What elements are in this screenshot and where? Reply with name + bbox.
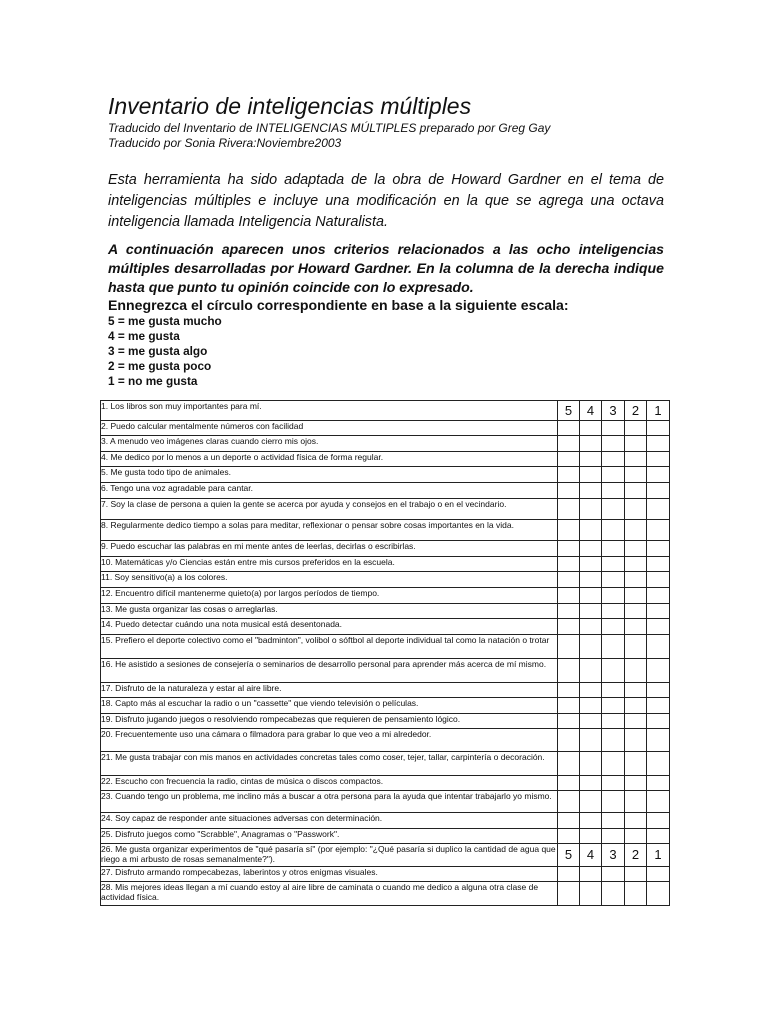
score-cell-4[interactable] <box>580 683 602 698</box>
score-cell-5[interactable] <box>558 752 580 776</box>
score-cell-4[interactable]: 4 <box>580 844 602 867</box>
score-cell-1[interactable] <box>647 483 670 499</box>
question-row <box>101 588 670 604</box>
score-cell-1[interactable] <box>647 588 670 604</box>
score-cell-2[interactable] <box>625 483 647 499</box>
question-text: 10. Matemáticas y/o Ciencias están entre mis cursos preferidos en la escuela. <box>101 557 558 572</box>
score-cell-5[interactable] <box>558 499 580 520</box>
question-row <box>101 483 670 499</box>
score-cell-2[interactable] <box>625 813 647 829</box>
score-cell-2[interactable] <box>625 659 647 683</box>
score-cell-5[interactable] <box>558 714 580 729</box>
score-cell-5[interactable] <box>558 541 580 557</box>
question-text: 9. Puedo escuchar las palabras en mi mente antes de leerlas, decirlas o escribirlas. <box>101 541 558 557</box>
score-cell-5[interactable] <box>558 436 580 452</box>
score-cell-4[interactable] <box>580 776 602 791</box>
score-cell-4[interactable] <box>580 829 602 844</box>
score-cell-2[interactable] <box>625 467 647 483</box>
score-cell-4[interactable] <box>580 483 602 499</box>
score-cell-5[interactable] <box>558 698 580 714</box>
question-text: 21. Me gusta trabajar con mis manos en actividades concretas tales como coser, tejer, tallar, carpintería o decoración. <box>101 752 558 776</box>
scale-list <box>108 314 222 389</box>
score-cell-4[interactable] <box>580 452 602 467</box>
scale-item-4: 4 = me gusta <box>108 329 180 343</box>
score-cell-5[interactable] <box>558 829 580 844</box>
score-cell-4[interactable] <box>580 499 602 520</box>
question-row <box>101 659 670 683</box>
score-cell-1[interactable] <box>647 520 670 541</box>
question-row <box>101 752 670 776</box>
question-text: 23. Cuando tengo un problema, me inclino más a buscar a otra persona para la ayuda que intentar trabajarlo yo mismo. <box>101 791 558 813</box>
score-cell-3[interactable] <box>602 867 625 882</box>
score-cell-1[interactable]: 1 <box>647 844 670 867</box>
instructions-paragraph: A continuación aparecen unos criterios relacionados a las ocho inteligencias múltiples desarrolladas por Howard Gardner. En la columna de la derecha indique hasta que punto tu opinión coincide con lo expresado. <box>108 241 664 295</box>
score-cell-1[interactable] <box>647 467 670 483</box>
score-cell-2[interactable] <box>625 588 647 604</box>
score-cell-1[interactable] <box>647 791 670 813</box>
score-cell-4[interactable] <box>580 867 602 882</box>
score-cell-3[interactable] <box>602 619 625 635</box>
score-cell-1[interactable] <box>647 619 670 635</box>
score-cell-3[interactable] <box>602 520 625 541</box>
score-cell-4[interactable] <box>580 729 602 752</box>
score-cell-5[interactable] <box>558 588 580 604</box>
question-row <box>101 572 670 588</box>
score-cell-1[interactable] <box>647 698 670 714</box>
score-cell-3[interactable] <box>602 829 625 844</box>
score-cell-1[interactable]: 1 <box>647 401 670 421</box>
score-cell-3[interactable] <box>602 604 625 619</box>
score-cell-2[interactable] <box>625 541 647 557</box>
score-cell-1[interactable] <box>647 557 670 572</box>
score-cell-1[interactable] <box>647 813 670 829</box>
score-cell-3[interactable] <box>602 452 625 467</box>
question-text: 11. Soy sensitivo(a) a los colores. <box>101 572 558 588</box>
score-cell-2[interactable] <box>625 452 647 467</box>
score-cell-4[interactable] <box>580 752 602 776</box>
score-cell-4[interactable] <box>580 813 602 829</box>
score-cell-3[interactable] <box>602 436 625 452</box>
score-cell-3[interactable] <box>602 467 625 483</box>
score-cell-1[interactable] <box>647 776 670 791</box>
score-cell-1[interactable] <box>647 867 670 882</box>
question-text: 22. Escucho con frecuencia la radio, cintas de música o discos compactos. <box>101 776 558 791</box>
score-cell-1[interactable] <box>647 729 670 752</box>
score-cell-5[interactable]: 5 <box>558 844 580 867</box>
score-cell-4[interactable] <box>580 714 602 729</box>
score-cell-5[interactable] <box>558 452 580 467</box>
score-cell-4[interactable] <box>580 436 602 452</box>
question-row <box>101 467 670 483</box>
score-cell-5[interactable] <box>558 729 580 752</box>
score-cell-1[interactable] <box>647 659 670 683</box>
score-cell-2[interactable] <box>625 436 647 452</box>
subtitle-translator: Traducido por Sonia Rivera:Noviembre2003 <box>108 136 342 150</box>
score-cell-2[interactable] <box>625 572 647 588</box>
question-row <box>101 844 670 867</box>
score-cell-4[interactable] <box>580 619 602 635</box>
question-text: 18. Capto más al escuchar la radio o un "cassette" que viendo televisión o películas. <box>101 698 558 714</box>
question-row <box>101 520 670 541</box>
score-cell-2[interactable] <box>625 683 647 698</box>
score-cell-4[interactable] <box>580 604 602 619</box>
question-text: 28. Mis mejores ideas llegan a mí cuando estoy al aire libre de caminata o cuando me dedico a alguna otra clase de actividad física. <box>101 882 558 906</box>
score-cell-2[interactable] <box>625 791 647 813</box>
question-text: 24. Soy capaz de responder ante situaciones adversas con determinación. <box>101 813 558 829</box>
score-cell-2[interactable] <box>625 729 647 752</box>
question-text: 4. Me dedico por lo menos a un deporte o actividad física de forma regular. <box>101 452 558 467</box>
score-cell-3[interactable] <box>602 572 625 588</box>
question-row <box>101 698 670 714</box>
scale-item-5: 5 = me gusta mucho <box>108 314 222 328</box>
question-row <box>101 436 670 452</box>
score-cell-3[interactable] <box>602 483 625 499</box>
score-cell-2[interactable] <box>625 604 647 619</box>
question-text: 8. Regularmente dedico tiempo a solas para meditar, reflexionar o pensar sobre cosas importantes en la vida. <box>101 520 558 541</box>
score-cell-2[interactable] <box>625 867 647 882</box>
score-cell-1[interactable] <box>647 635 670 659</box>
scale-item-3: 3 = me gusta algo <box>108 344 208 358</box>
score-cell-3[interactable] <box>602 659 625 683</box>
score-cell-4[interactable] <box>580 698 602 714</box>
question-row <box>101 452 670 467</box>
question-row <box>101 791 670 813</box>
score-cell-2[interactable] <box>625 698 647 714</box>
score-cell-5[interactable] <box>558 635 580 659</box>
score-cell-4[interactable] <box>580 659 602 683</box>
score-cell-4[interactable] <box>580 588 602 604</box>
score-cell-5[interactable] <box>558 882 580 906</box>
score-cell-5[interactable] <box>558 619 580 635</box>
score-cell-1[interactable] <box>647 421 670 436</box>
score-cell-2[interactable] <box>625 829 647 844</box>
scale-item-2: 2 = me gusta poco <box>108 359 212 373</box>
score-cell-3[interactable]: 3 <box>602 401 625 421</box>
score-cell-3[interactable] <box>602 421 625 436</box>
score-cell-4[interactable] <box>580 635 602 659</box>
score-cell-1[interactable] <box>647 714 670 729</box>
score-cell-5[interactable] <box>558 813 580 829</box>
question-row <box>101 776 670 791</box>
score-cell-3[interactable] <box>602 776 625 791</box>
question-text: 7. Soy la clase de persona a quien la gente se acerca por ayuda y consejos en el trabajo o en el vecindario. <box>101 499 558 520</box>
score-cell-5[interactable] <box>558 483 580 499</box>
scale-item-1: 1 = no me gusta <box>108 374 198 388</box>
subtitle-translation-source: Traducido del Inventario de INTELIGENCIAS MÚLTIPLES preparado por Greg Gay <box>108 121 551 135</box>
score-cell-5[interactable] <box>558 776 580 791</box>
score-cell-3[interactable] <box>602 791 625 813</box>
question-text: 12. Encuentro difícil mantenerme quieto(a) por largos períodos de tiempo. <box>101 588 558 604</box>
question-text: 17. Disfruto de la naturaleza y estar al aire libre. <box>101 683 558 698</box>
score-cell-5[interactable] <box>558 791 580 813</box>
score-cell-4[interactable]: 4 <box>580 401 602 421</box>
score-cell-2[interactable] <box>625 421 647 436</box>
score-cell-3[interactable] <box>602 882 625 906</box>
question-row <box>101 683 670 698</box>
score-cell-5[interactable] <box>558 867 580 882</box>
score-cell-1[interactable] <box>647 436 670 452</box>
question-row <box>101 829 670 844</box>
score-cell-1[interactable] <box>647 752 670 776</box>
score-cell-1[interactable] <box>647 882 670 906</box>
score-cell-1[interactable] <box>647 452 670 467</box>
score-cell-4[interactable] <box>580 572 602 588</box>
score-cell-3[interactable] <box>602 635 625 659</box>
question-row <box>101 714 670 729</box>
score-cell-5[interactable] <box>558 659 580 683</box>
score-cell-2[interactable] <box>625 882 647 906</box>
score-cell-2[interactable] <box>625 557 647 572</box>
score-cell-1[interactable] <box>647 499 670 520</box>
question-text: 1. Los libros son muy importantes para mí. <box>101 401 558 421</box>
score-cell-2[interactable] <box>625 752 647 776</box>
score-cell-3[interactable] <box>602 557 625 572</box>
score-cell-2[interactable] <box>625 635 647 659</box>
score-cell-2[interactable] <box>625 619 647 635</box>
score-cell-4[interactable] <box>580 467 602 483</box>
score-cell-1[interactable] <box>647 541 670 557</box>
score-cell-1[interactable] <box>647 683 670 698</box>
question-text: 19. Disfruto jugando juegos o resolviendo rompecabezas que requieren de pensamiento lógico. <box>101 714 558 729</box>
score-cell-2[interactable]: 2 <box>625 844 647 867</box>
question-text: 15. Prefiero el deporte colectivo como el "badminton", volibol o sóftbol al deporte individual tal como la natación o trotar <box>101 635 558 659</box>
intro-paragraph: Esta herramienta ha sido adaptada de la obra de Howard Gardner en el tema de inteligencias múltiples e incluye una modificación en la que se agrega una octava inteligencia llamada Inteligencia Naturalista. <box>108 172 664 230</box>
score-cell-3[interactable] <box>602 729 625 752</box>
score-cell-1[interactable] <box>647 604 670 619</box>
score-cell-4[interactable] <box>580 421 602 436</box>
page-title: Inventario de inteligencias múltiples <box>108 93 472 119</box>
score-cell-5[interactable] <box>558 467 580 483</box>
score-cell-3[interactable] <box>602 541 625 557</box>
score-cell-4[interactable] <box>580 791 602 813</box>
score-cell-5[interactable] <box>558 604 580 619</box>
score-cell-2[interactable] <box>625 520 647 541</box>
inventory-table <box>100 400 670 906</box>
score-cell-4[interactable] <box>580 557 602 572</box>
inventory-table-body <box>101 401 670 906</box>
question-row <box>101 401 670 421</box>
question-text: 13. Me gusta organizar las cosas o arreglarlas. <box>101 604 558 619</box>
question-text: 20. Frecuentemente uso una cámara o filmadora para grabar lo que veo a mi alrededor. <box>101 729 558 752</box>
score-cell-4[interactable] <box>580 882 602 906</box>
question-text: 2. Puedo calcular mentalmente números con facilidad <box>101 421 558 436</box>
score-cell-3[interactable] <box>602 752 625 776</box>
score-cell-2[interactable] <box>625 499 647 520</box>
score-cell-3[interactable] <box>602 588 625 604</box>
question-text: 6. Tengo una voz agradable para cantar. <box>101 483 558 499</box>
score-cell-5[interactable] <box>558 683 580 698</box>
question-row <box>101 729 670 752</box>
score-cell-5[interactable] <box>558 557 580 572</box>
score-cell-2[interactable]: 2 <box>625 401 647 421</box>
question-text: 16. He asistido a sesiones de consejería o seminarios de desarrollo personal para aprender más acerca de mí mismo. <box>101 659 558 683</box>
question-row <box>101 421 670 436</box>
question-row <box>101 499 670 520</box>
score-cell-3[interactable] <box>602 813 625 829</box>
score-cell-5[interactable] <box>558 520 580 541</box>
scale-heading: Ennegrezca el círculo correspondiente en base a la siguiente escala: <box>108 297 569 313</box>
question-text: 25. Disfruto juegos como "Scrabble", Anagramas o "Passwork". <box>101 829 558 844</box>
score-cell-4[interactable] <box>580 520 602 541</box>
score-cell-2[interactable] <box>625 776 647 791</box>
score-cell-3[interactable] <box>602 714 625 729</box>
question-row <box>101 813 670 829</box>
question-text: 3. A menudo veo imágenes claras cuando cierro mis ojos. <box>101 436 558 452</box>
question-row <box>101 604 670 619</box>
score-cell-3[interactable]: 3 <box>602 844 625 867</box>
question-row <box>101 882 670 906</box>
score-cell-5[interactable]: 5 <box>558 401 580 421</box>
score-cell-1[interactable] <box>647 572 670 588</box>
question-row <box>101 867 670 882</box>
score-cell-4[interactable] <box>580 541 602 557</box>
score-cell-5[interactable] <box>558 572 580 588</box>
question-text: 27. Disfruto armando rompecabezas, laberintos y otros enigmas visuales. <box>101 867 558 882</box>
question-row <box>101 619 670 635</box>
score-cell-1[interactable] <box>647 829 670 844</box>
score-cell-3[interactable] <box>602 698 625 714</box>
score-cell-2[interactable] <box>625 714 647 729</box>
question-text: 26. Me gusta organizar experimentos de "qué pasaría sí" (por ejemplo: "¿Qué pasaría si duplico la cantidad de agua que riego a mi arbusto de rosas semanalmente?"). <box>101 844 558 867</box>
question-text: 14. Puedo detectar cuándo una nota musical está desentonada. <box>101 619 558 635</box>
question-row <box>101 557 670 572</box>
question-row <box>101 635 670 659</box>
score-cell-3[interactable] <box>602 683 625 698</box>
score-cell-5[interactable] <box>558 421 580 436</box>
score-cell-3[interactable] <box>602 499 625 520</box>
question-text: 5. Me gusta todo tipo de animales. <box>101 467 558 483</box>
question-row <box>101 541 670 557</box>
